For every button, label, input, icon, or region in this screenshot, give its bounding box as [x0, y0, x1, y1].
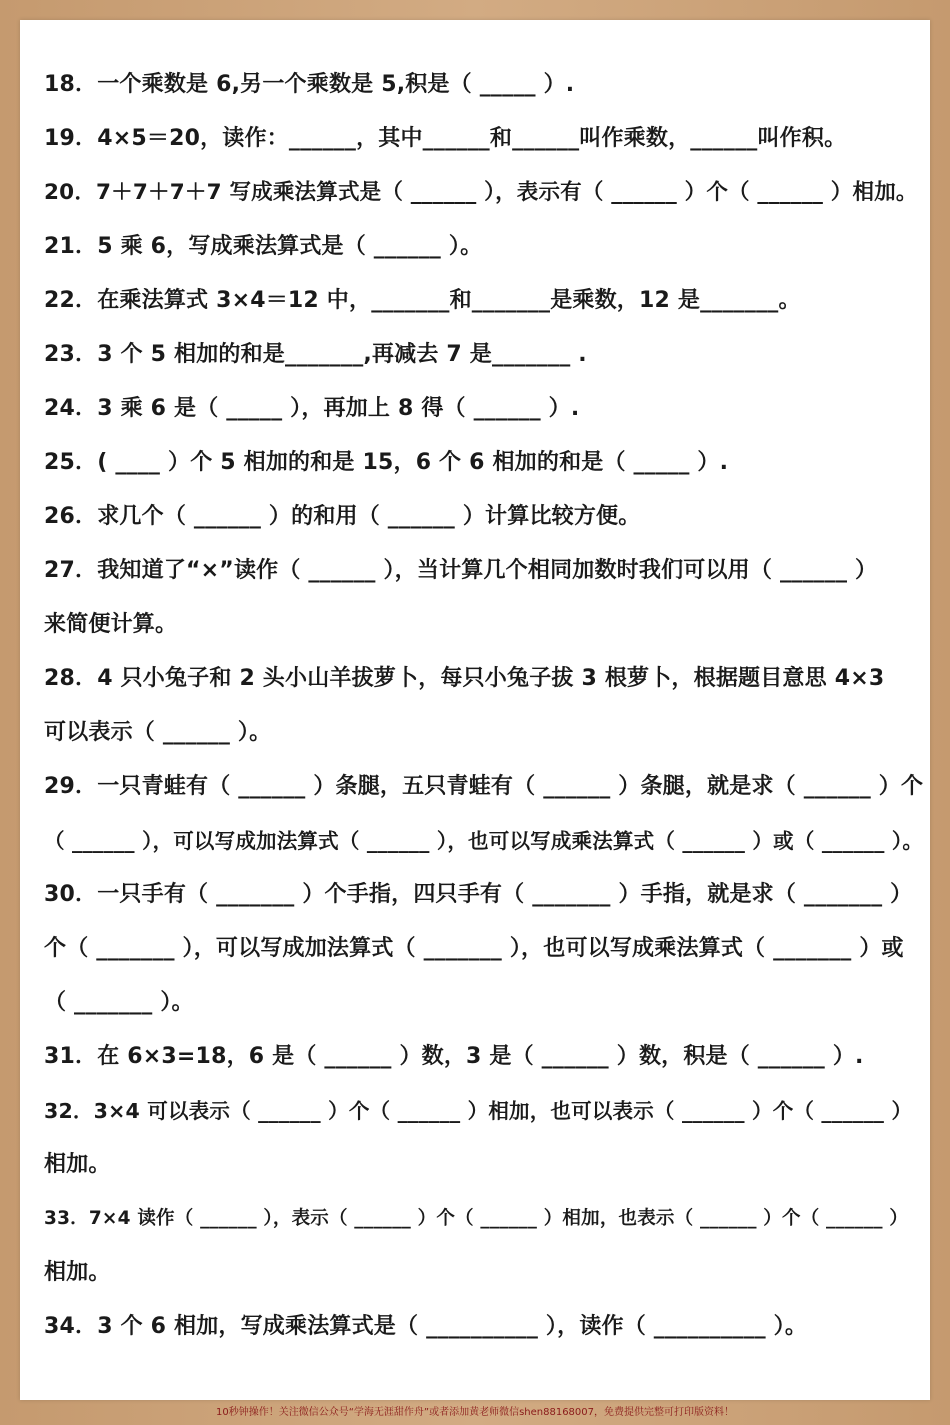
question-20: 20．7＋7＋7＋7 写成乘法算式是（ ______ ），表示有（ ______ ）个（ ______ ）相加。 [44, 180, 918, 205]
question-30: 30．一只手有（ _______ ）个手指，四只手有（ _______ ）手指，就是求（ _______ ） [44, 882, 913, 907]
question-32-continued: 相加。 [44, 1152, 111, 1177]
question-24: 24．3 乘 6 是（ _____ ），再加上 8 得（ ______ ）. [44, 396, 580, 421]
question-19: 19．4×5＝20，读作：______，其中______和______叫作乘数，______叫作积。 [44, 126, 847, 151]
question-28-continued: 可以表示（ ______ ）。 [44, 720, 272, 745]
question-29-continued: （ ______ ），可以写成加法算式（ ______ ），也可以写成乘法算式（ ______ ）或（ ______ ）。 [44, 829, 924, 853]
question-32: 32．3×4 可以表示（ ______ ）个（ ______ ）相加，也可以表示（ ______ ）个（ ______ ） [44, 1099, 913, 1123]
question-18: 18．一个乘数是 6,另一个乘数是 5,积是（ _____ ）. [44, 72, 575, 97]
footer-notice: 10秒钟操作！关注微信公众号“学海无涯甜作舟”或者添加黄老师微信shen88168007，免费提供完整可打印版资料！ [215, 1407, 735, 1418]
question-26: 26．求几个（ ______ ）的和用（ ______ ）计算比较方便。 [44, 504, 641, 529]
question-23: 23．3 个 5 相加的和是_______,再减去 7 是_______ . [44, 342, 587, 367]
question-25: 25．( ____ ）个 5 相加的和是 15，6 个 6 相加的和是（ _____ ）. [44, 450, 729, 475]
question-30-continued-2: （ _______ ）。 [44, 990, 194, 1015]
question-30-continued: 个（ _______ ），可以写成加法算式（ _______ ），也可以写成乘法算式（ _______ ）或 [44, 936, 904, 961]
question-22: 22．在乘法算式 3×4＝12 中，_______和_______是乘数，12 是_______。 [44, 288, 801, 313]
question-31: 31．在 6×3=18，6 是（ ______ ）数，3 是（ ______ ）数，积是（ ______ ）. [44, 1044, 864, 1069]
question-33-continued: 相加。 [44, 1260, 111, 1285]
question-33: 33．7×4 读作（ ______ ），表示（ ______ ）个（ ______ ）相加，也表示（ ______ ）个（ ______ ） [44, 1208, 909, 1229]
question-28: 28．4 只小兔子和 2 头小山羊拔萝卜，每只小兔子拔 3 根萝卜，根据题目意思 4×3 [44, 666, 885, 691]
question-29: 29．一只青蛙有（ ______ ）条腿，五只青蛙有（ ______ ）条腿，就是求（ ______ ）个 [44, 774, 924, 799]
question-27: 27．我知道了“×”读作（ ______ ），当计算几个相同加数时我们可以用（ ______ ） [44, 558, 878, 583]
question-27-continued: 来简便计算。 [44, 612, 178, 637]
question-34: 34．3 个 6 相加，写成乘法算式是（ __________ ），读作（ __________ ）。 [44, 1314, 808, 1339]
question-21: 21．5 乘 6，写成乘法算式是（ ______ ）。 [44, 234, 483, 259]
question-list [44, 62, 924, 1358]
